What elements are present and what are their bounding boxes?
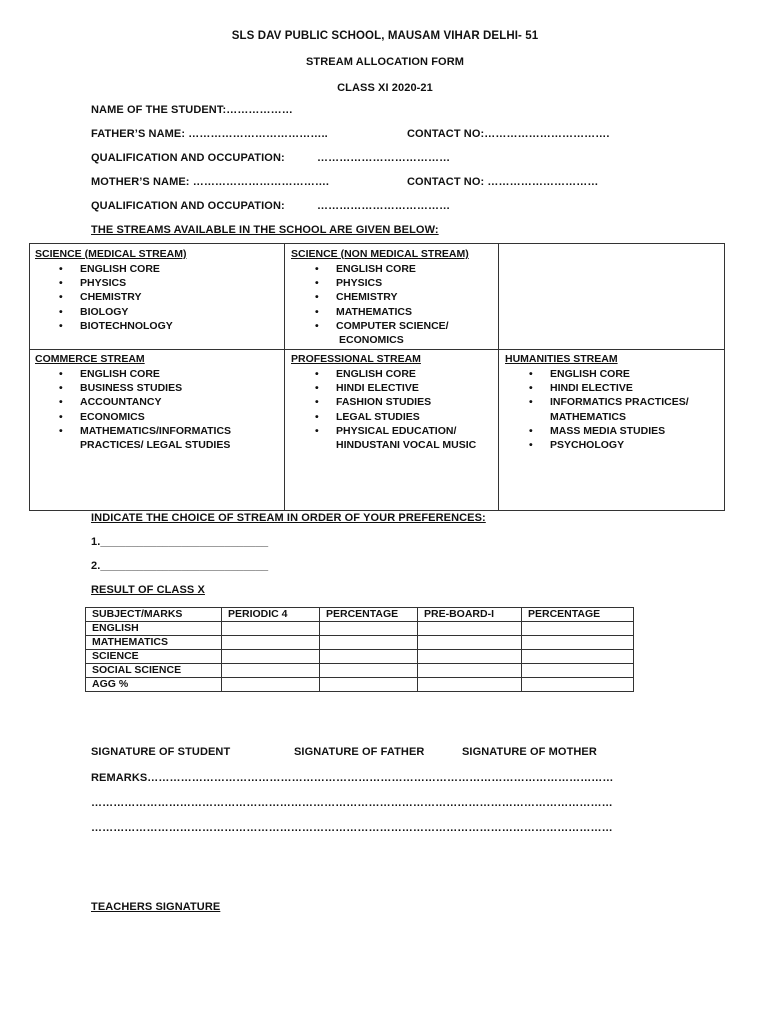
science-non-medical-list [291,262,449,347]
streams-row-divider [29,349,725,350]
row-label: AGG % [86,678,222,692]
list-item: • ENGLISH CORE [505,367,689,381]
list-item: • MATHEMATICS/INFORMATICS [35,424,231,438]
table-row [86,622,634,636]
list-item: • HINDI ELECTIVE [291,381,476,395]
table-cell[interactable] [522,650,634,664]
table-row [86,678,634,692]
table-cell[interactable] [418,622,522,636]
list-item: MATHEMATICS [550,410,627,423]
table-cell[interactable] [222,664,320,678]
list-item: • MATHEMATICS [291,305,449,319]
column-header: PERIODIC 4 [222,608,320,622]
mother-name-field[interactable]: MOTHER’S NAME: ………………………………. [91,176,330,188]
list-item: • ACCOUNTANCY [35,395,231,409]
list-item: • BIOLOGY [35,305,173,319]
result-heading: RESULT OF CLASS X [91,584,205,596]
list-item: PRACTICES/ LEGAL STUDIES [80,439,231,452]
list-item: • LEGAL STUDIES [291,410,476,424]
list-item: HINDUSTANI VOCAL MUSIC [336,439,477,452]
column-header: PERCENTAGE [522,608,634,622]
list-item: • COMPUTER SCIENCE/ [291,319,449,333]
mother-contact-field[interactable]: CONTACT NO: ………………………… [407,176,599,188]
mother-signature[interactable]: SIGNATURE OF MOTHER [462,746,597,758]
list-item: • CHEMISTRY [35,290,173,304]
student-name-field[interactable]: NAME OF THE STUDENT:……………… [91,104,293,116]
table-header-row [86,608,634,622]
list-item: • PHYSICAL EDUCATION/ [291,424,476,438]
commerce-list [35,367,231,452]
table-cell[interactable] [320,678,418,692]
table-cell[interactable] [522,622,634,636]
row-label: SOCIAL SCIENCE [86,664,222,678]
table-cell[interactable] [418,636,522,650]
table-cell[interactable] [522,664,634,678]
table-cell[interactable] [320,636,418,650]
table-cell[interactable] [222,622,320,636]
father-qualification-label: QUALIFICATION AND OCCUPATION: [91,152,285,164]
list-item: • MASS MEDIA STUDIES [505,424,689,438]
form-title: STREAM ALLOCATION FORM [305,56,464,68]
table-cell[interactable] [418,650,522,664]
table-cell[interactable] [522,678,634,692]
list-item: • BUSINESS STUDIES [35,381,231,395]
list-item: • CHEMISTRY [291,290,449,304]
preference-choice-1[interactable]: 1.___________________________ [91,536,269,548]
table-cell[interactable] [522,636,634,650]
result-table [85,607,634,692]
class-title: CLASS XI 2020-21 [337,82,433,94]
remarks-line-1[interactable]: REMARKS……………………………………………………………………………………………………………… [91,772,614,784]
table-row [86,636,634,650]
list-item: • ENGLISH CORE [291,262,449,276]
table-cell[interactable] [222,678,320,692]
row-label: SCIENCE [86,650,222,664]
science-medical-list [35,262,173,333]
father-name-field[interactable]: FATHER’S NAME: ……………………………….. [91,128,328,140]
row-label: ENGLISH [86,622,222,636]
streams-col-divider-2 [498,243,499,511]
remarks-line-2[interactable]: …………………………………………………………………………………………………………………………… [91,797,613,809]
list-item: • ECONOMICS [35,410,231,424]
list-item: • BIOTECHNOLOGY [35,319,173,333]
streams-heading: THE STREAMS AVAILABLE IN THE SCHOOL ARE GIVEN BELOW: [91,224,439,236]
father-signature[interactable]: SIGNATURE OF FATHER [294,746,425,758]
professional-title: PROFESSIONAL STREAM [291,353,421,365]
list-item: • ENGLISH CORE [35,262,173,276]
list-item: • PHYSICS [291,276,449,290]
table-cell[interactable] [222,636,320,650]
list-item: • PHYSICS [35,276,173,290]
list-item: • FASHION STUDIES [291,395,476,409]
table-row [86,664,634,678]
column-header: PERCENTAGE [320,608,418,622]
preference-choice-2[interactable]: 2.___________________________ [91,560,269,572]
table-cell[interactable] [418,664,522,678]
commerce-title: COMMERCE STREAM [35,353,145,365]
mother-qualification-field[interactable]: ……………………………… [317,200,451,212]
preferences-heading: INDICATE THE CHOICE OF STREAM IN ORDER OF YOUR PREFERENCES: [91,512,486,524]
table-row [86,650,634,664]
row-label: MATHEMATICS [86,636,222,650]
father-contact-field[interactable]: CONTACT NO:……………………………. [407,128,610,140]
teacher-signature[interactable]: TEACHERS SIGNATURE [91,901,221,913]
column-header: PRE-BOARD-I [418,608,522,622]
list-item: • ENGLISH CORE [35,367,231,381]
list-item: • INFORMATICS PRACTICES/ [505,395,689,409]
table-cell[interactable] [320,664,418,678]
list-item: ECONOMICS [339,334,404,347]
list-item: • PSYCHOLOGY [505,438,689,452]
science-non-medical-title: SCIENCE (NON MEDICAL STREAM) [291,248,469,260]
science-medical-title: SCIENCE (MEDICAL STREAM) [35,248,187,260]
streams-col-divider-1 [284,243,285,511]
mother-qualification-label: QUALIFICATION AND OCCUPATION: [91,200,285,212]
table-cell[interactable] [320,650,418,664]
remarks-line-3[interactable]: …………………………………………………………………………………………………………………………… [91,822,613,834]
list-item: • HINDI ELECTIVE [505,381,689,395]
father-qualification-field[interactable]: ……………………………… [317,152,451,164]
professional-list [291,367,476,452]
column-header: SUBJECT/MARKS [86,608,222,622]
humanities-list [505,367,689,452]
humanities-title: HUMANITIES STREAM [505,353,618,365]
school-name: SLS DAV PUBLIC SCHOOL, MAUSAM VIHAR DELHI- 51 [231,30,539,42]
student-signature[interactable]: SIGNATURE OF STUDENT [91,746,231,758]
table-cell[interactable] [418,678,522,692]
table-cell[interactable] [222,650,320,664]
list-item: • ENGLISH CORE [291,367,476,381]
table-cell[interactable] [320,622,418,636]
